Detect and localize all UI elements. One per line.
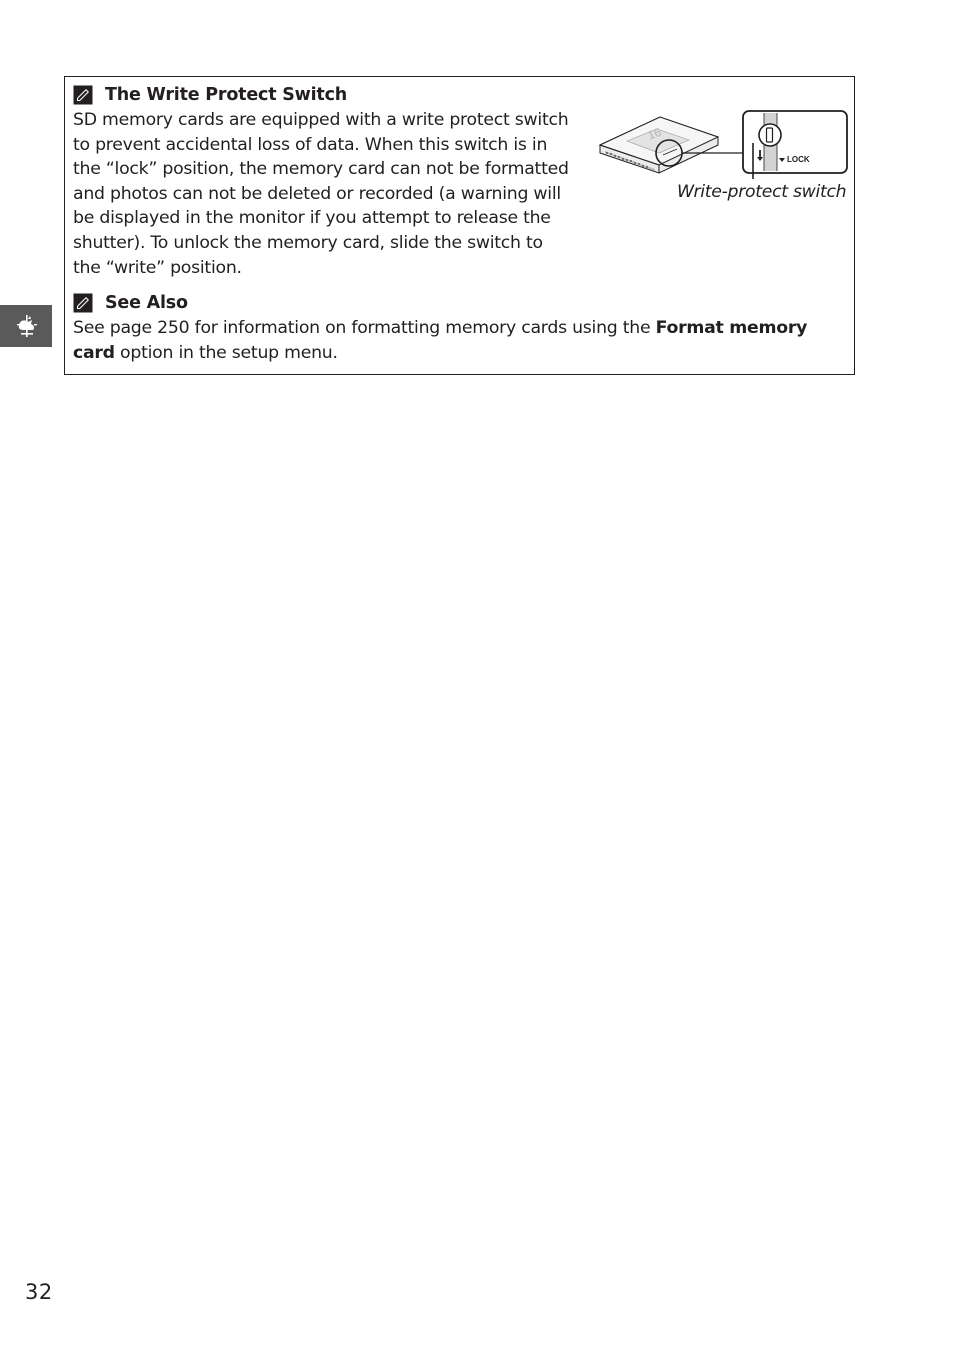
see-also-text: See page 250 for information on formatting memory cards using the	[73, 318, 656, 338]
see-also-body	[73, 316, 853, 365]
menu-item-reference: Format memory card	[73, 318, 808, 363]
see-also-text-end: option in the setup menu.	[114, 342, 338, 363]
note-title: See Also	[105, 293, 188, 313]
note-title: The Write Protect Switch	[105, 85, 348, 105]
note-heading-write-protect	[73, 83, 347, 107]
lock-label: LOCK	[787, 155, 810, 164]
weathervane-icon	[14, 313, 40, 339]
card-label: 16	[645, 124, 664, 143]
illustration-caption: Write-protect switch	[677, 182, 847, 202]
note-heading-see-also	[73, 291, 188, 315]
switch-detail	[743, 111, 847, 179]
pencil-note-icon	[73, 85, 93, 105]
sd-card-illustration	[597, 107, 849, 179]
section-tab	[0, 305, 52, 347]
note-body: SD memory cards are equipped with a write protect switch to prevent accidental loss of data. When this switch is in the “lock” position, the memory card can not be formatted and photos can not be deleted or recorded (a warning will be displayed in the monitor if you attempt to release the shutter). To unlock the memory card, slide the switch to the “write” position.	[73, 110, 569, 278]
note-box	[64, 76, 855, 375]
pencil-note-icon	[73, 293, 93, 313]
page-number: 32	[25, 1280, 53, 1304]
